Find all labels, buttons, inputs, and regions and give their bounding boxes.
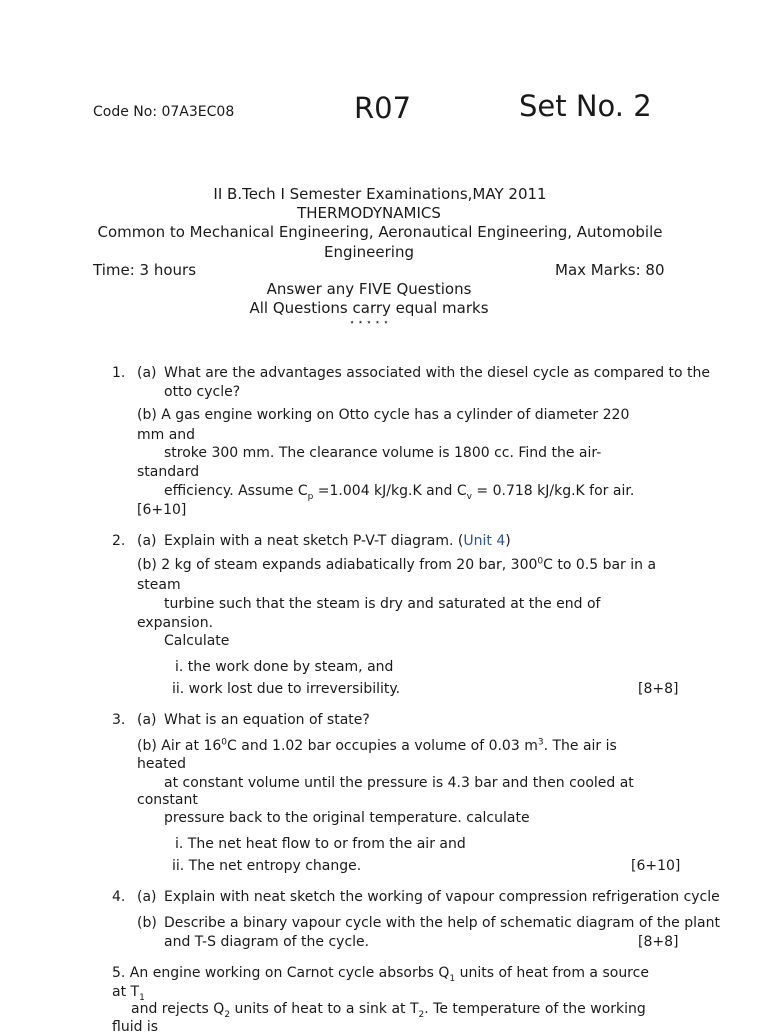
q3-a-label: (a) — [137, 712, 157, 728]
q1-b-line-2: mm and — [137, 427, 196, 443]
q3-b-line-5: pressure back to the original temperature. calculate — [164, 810, 530, 826]
q2-a-label: (a) — [137, 533, 157, 549]
q1-b-line-1: (b) A gas engine working on Otto cycle has a cylinder of diameter 220 — [137, 407, 630, 423]
q4-b-line-1: Describe a binary vapour cycle with the help of schematic diagram of the plant — [164, 915, 720, 931]
q2-b-line-3: turbine such that the steam is dry and saturated at the end of — [164, 596, 601, 612]
q1-b-line-4: standard — [137, 464, 200, 480]
q3-b-line-1: (b) Air at $16^0C$ and 1.02 bar occupies a volume of 0.03 $m^3$. The air is — [137, 737, 617, 754]
q5-line-3: and rejects $Q_2$ units of heat to a sink at $T_2$. Te temperature of the working — [131, 1001, 646, 1020]
subject-title: THERMODYNAMICS — [297, 204, 441, 222]
instruction-marks: All Questions carry equal marks — [249, 299, 489, 317]
q4-b-label: (b) — [137, 915, 157, 931]
q1-a-line-1: What are the advantages associated with the diesel cycle as compared to the — [164, 365, 711, 381]
q1-marks: [6+10] — [137, 502, 187, 518]
subscript-v: v — [466, 491, 472, 502]
q2-b-line-2: steam — [137, 577, 181, 593]
q4-marks: [8+8] — [638, 934, 679, 950]
q4-number: 4. — [112, 889, 126, 905]
q1-number: 1. — [112, 365, 126, 381]
q3-a-line: What is an equation of state? — [164, 712, 370, 728]
instruction-answer: Answer any FIVE Questions — [266, 280, 472, 298]
q1-b-line-3: stroke 300 mm. The clearance volume is 1800 cc. Find the air- — [164, 445, 602, 461]
exam-title: II B.Tech I Semester Examinations,MAY 2011 — [213, 185, 547, 203]
code-number: Code No: 07A3EC08 — [93, 104, 235, 120]
q5-line-4: fluid is — [112, 1019, 159, 1035]
branches-line-1: Common to Mechanical Engineering, Aeronautical Engineering, Automobile — [97, 223, 663, 241]
exam-time: Time: 3 hours — [93, 261, 197, 279]
q2-b-line-5: Calculate — [164, 633, 230, 649]
q3-sub-ii: ii. The net entropy change. — [172, 858, 362, 874]
q3-b-line-2: heated — [137, 756, 187, 772]
q1-a-label: (a) — [137, 365, 157, 381]
q4-a-line: Explain with neat sketch the working of vapour compression refrigeration cycle — [164, 889, 720, 905]
subscript-p: p — [307, 491, 314, 502]
max-marks: Max Marks: 80 — [555, 261, 665, 279]
q2-a-line: Explain with a neat sketch P-V-T diagram. (Unit 4) — [164, 533, 511, 549]
q3-marks: [6+10] — [631, 858, 681, 874]
q2-marks: [8+8] — [638, 681, 679, 697]
q2-sub-i: i. the work done by steam, and — [175, 659, 394, 675]
q4-b-line-2: and T-S diagram of the cycle. — [164, 934, 370, 950]
q3-b-line-3: at constant volume until the pressure is 4.3 bar and then cooled at — [164, 775, 634, 791]
regulation-code: R07 — [354, 91, 412, 125]
q1-a-line-2: otto cycle? — [164, 384, 241, 400]
q1-b-line-5: efficiency. Assume $C_p =1.004$ kJ/kg.K and $C_v = 0.718$ kJ/kg.K for air. — [164, 483, 635, 502]
q2-b-line-4: expansion. — [137, 615, 214, 631]
q2-number: 2. — [112, 533, 126, 549]
q2-sub-ii: ii. work lost due to irreversibility. — [172, 681, 401, 697]
stars-divider: ⋆ ⋆ ⋆ ⋆ ⋆ — [349, 318, 389, 328]
set-number: Set No. 2 — [519, 89, 652, 123]
q3-b-line-4: constant — [137, 792, 198, 808]
q4-a-label: (a) — [137, 889, 157, 905]
q3-number: 3. — [112, 712, 126, 728]
unit-link[interactable]: Unit 4 — [463, 533, 506, 549]
q2-b-line-1: (b) 2 kg of steam expands adiabatically from 20 bar, $300^0C$ to 0.5 bar in a — [137, 556, 657, 573]
branches-line-2: Engineering — [324, 243, 414, 261]
q5-line-2: at $T_1$ — [112, 984, 145, 1003]
q3-sub-i: i. The net heat flow to or from the air and — [175, 836, 466, 852]
q5-line-1: 5. An engine working on Carnot cycle absorbs $Q_1$ units of heat from a source — [112, 965, 649, 984]
